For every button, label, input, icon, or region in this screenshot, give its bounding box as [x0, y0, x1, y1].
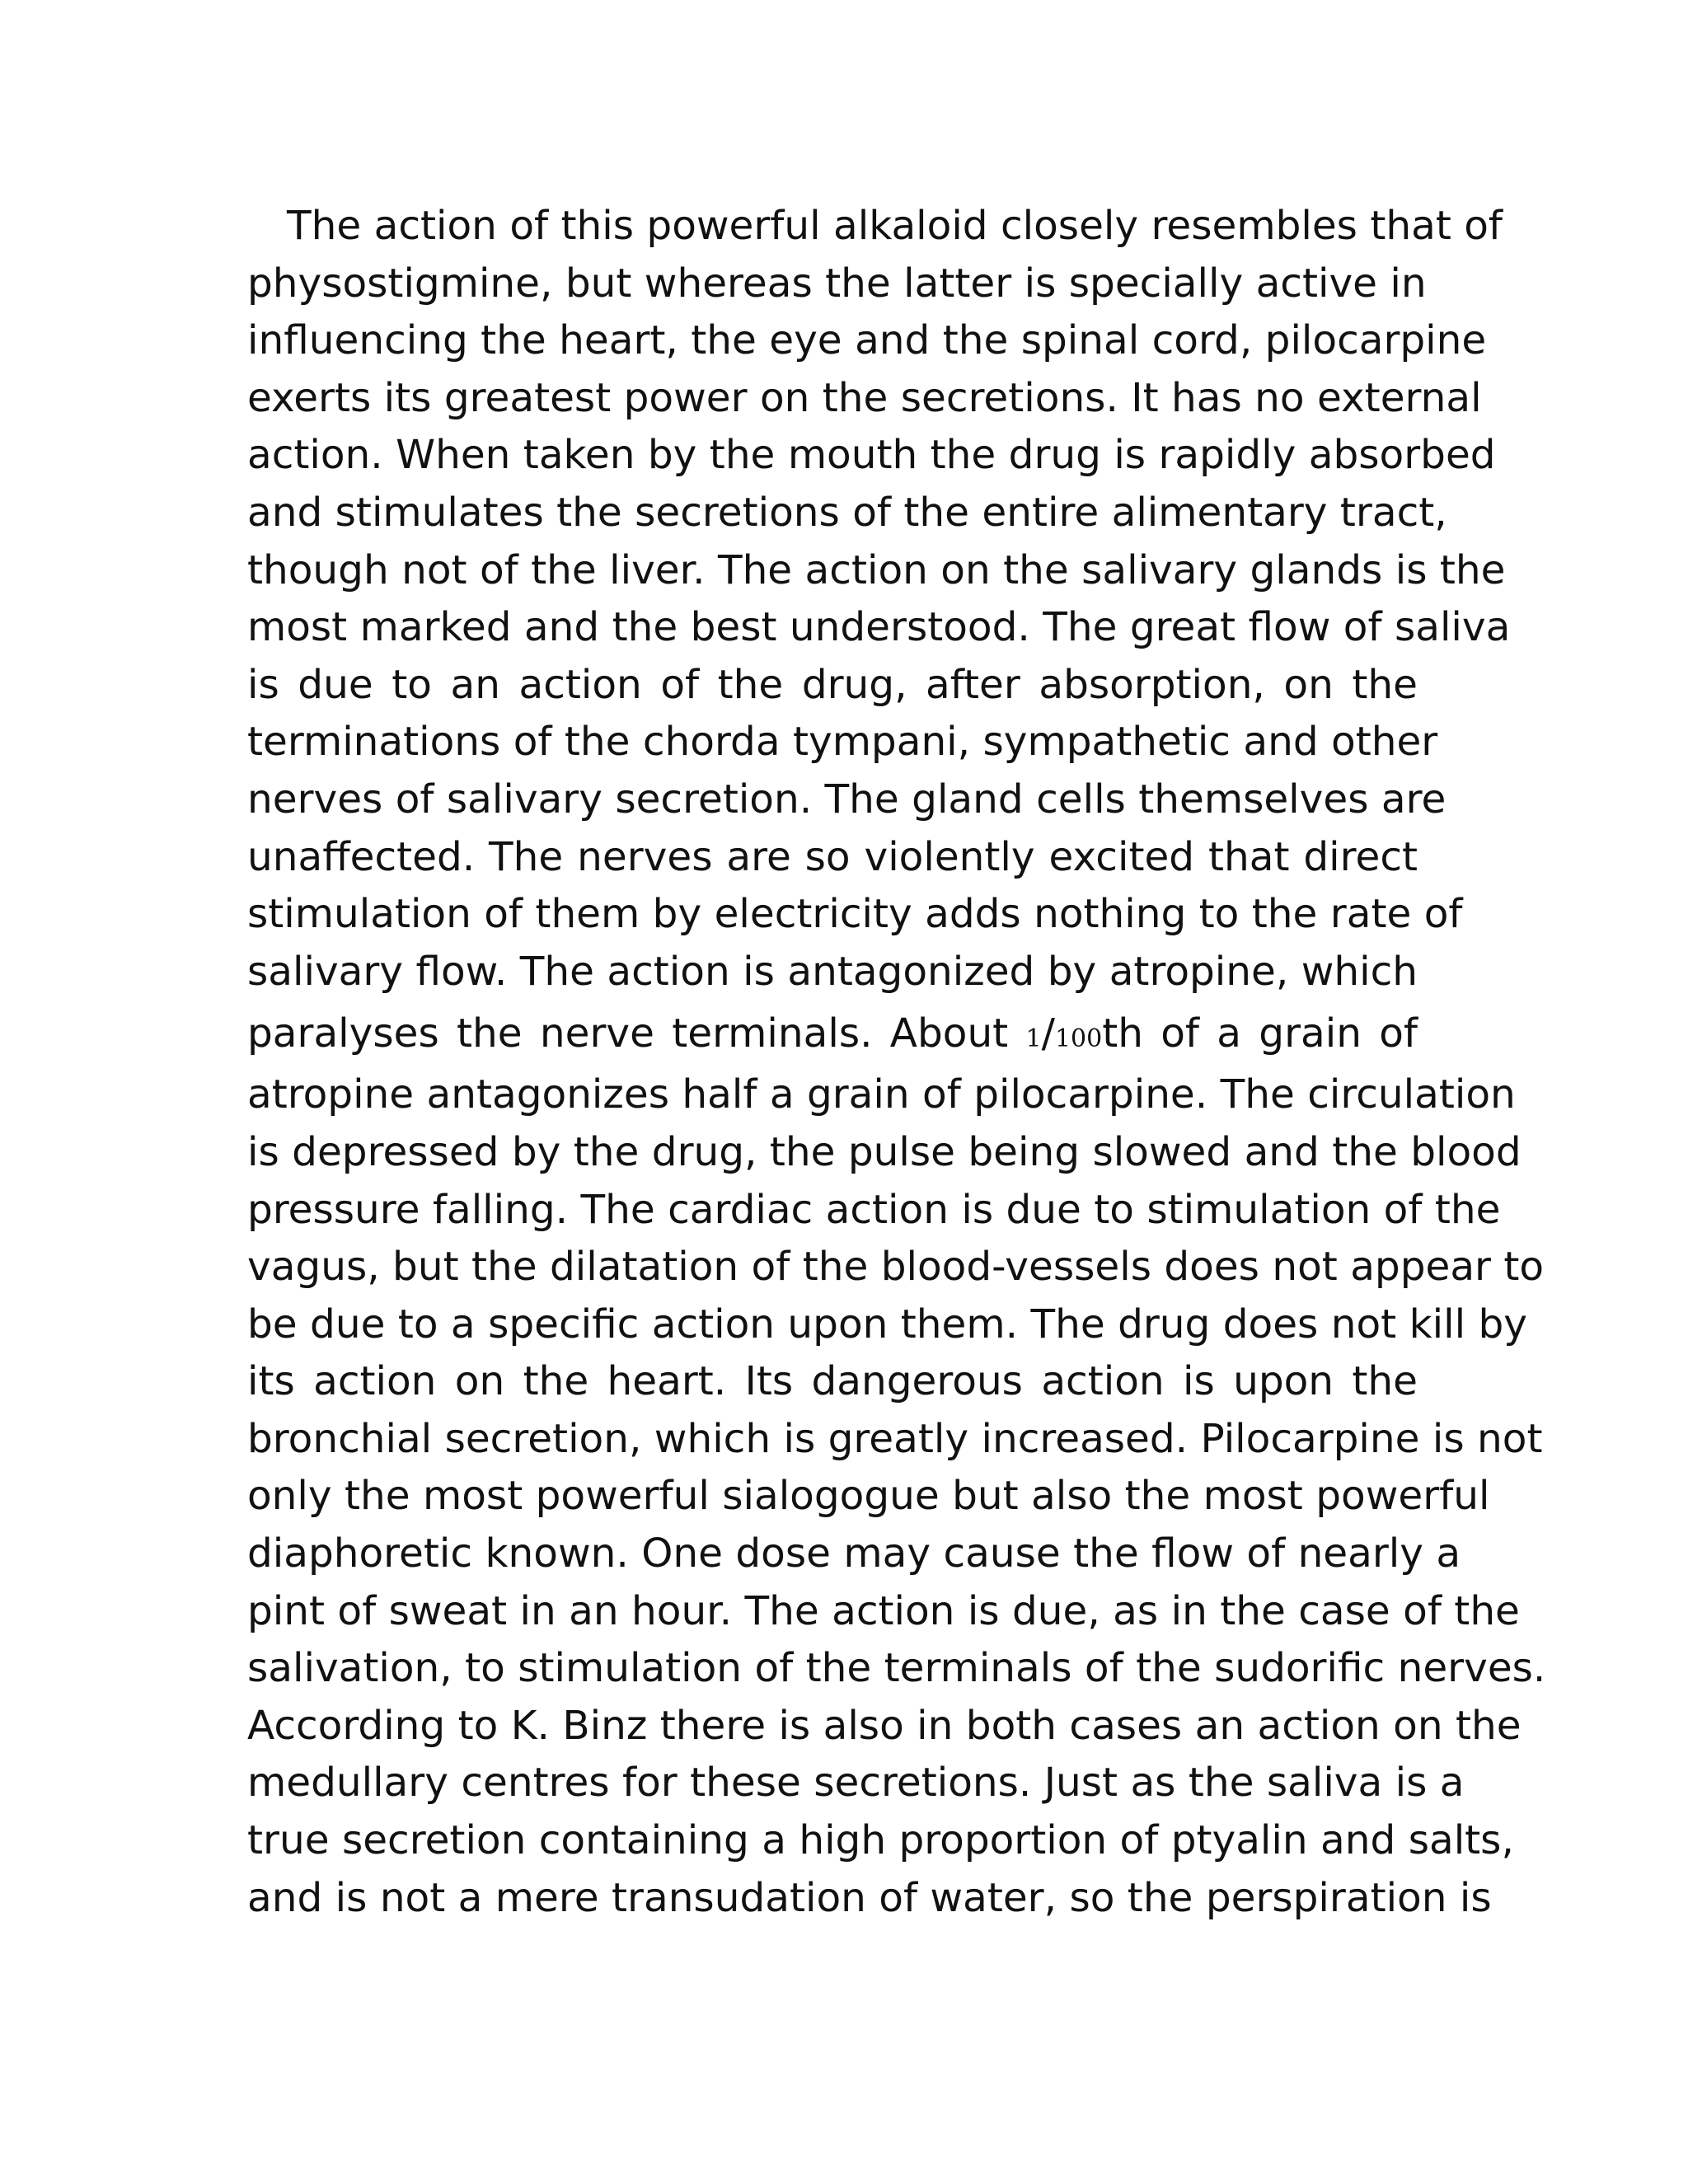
text-line: most marked and the best understood. The great flow of saliva — [247, 604, 1511, 651]
text-line: nerves of salivary secretion. The gland cells themselves are — [247, 776, 1447, 823]
text-line: is due to an action of the drug, after absorption, on the — [247, 661, 1418, 708]
fraction-numerator: 1 — [1025, 1024, 1042, 1054]
text-line: true secretion containing a high proportion of ptyalin and salts, — [247, 1817, 1514, 1864]
text-line: vagus, but the dilatation of the blood-vessels does not appear to — [247, 1244, 1545, 1291]
document-page — [247, 198, 1546, 1927]
text-line: bronchial secretion, which is greatly increased. Pilocarpine is not — [247, 1415, 1543, 1462]
text-line: unaffected. The nerves are so violently excited that direct — [247, 833, 1418, 880]
text-line: be due to a specific action upon them. The drug does not kill by — [247, 1301, 1527, 1347]
text-line: stimulation of them by electricity adds nothing to the rate of — [247, 891, 1463, 938]
text-line: pint of sweat in an hour. The action is due, as in the case of the — [247, 1587, 1520, 1634]
text-line: salivary flow. The action is antagonized by atropine, which — [247, 948, 1418, 995]
text-line: salivation, to stimulation of the terminals of the sudorific nerves. — [247, 1645, 1546, 1692]
text-line: is depressed by the drug, the pulse being slowed and the blood — [247, 1128, 1522, 1175]
text-line: physostigmine, but whereas the latter is specially active in — [247, 260, 1427, 307]
fraction-denominator: 100 — [1054, 1024, 1103, 1054]
text-line: and is not a mere transudation of water, so the perspiration is — [247, 1874, 1492, 1921]
text-line: atropine antagonizes half a grain of pilocarpine. The circulation — [247, 1071, 1516, 1118]
text-line: its action on the heart. Its dangerous action is upon the — [247, 1358, 1418, 1405]
fraction-line-after: th of a grain of — [1102, 1010, 1418, 1057]
text-line: influencing the heart, the eye and the spinal cord, pilocarpine — [247, 317, 1487, 364]
text-line: action. When taken by the mouth the drug is rapidly absorbed — [247, 432, 1496, 479]
fraction-slash: / — [1041, 1010, 1055, 1057]
text-line: diaphoretic known. One dose may cause the flow of nearly a — [247, 1530, 1461, 1577]
text-line: terminations of the chorda tympani, sympathetic and other — [247, 719, 1438, 766]
fraction-line-before: paralyses the nerve terminals. About — [247, 1010, 1026, 1057]
text-line: medullary centres for these secretions. Just as the saliva is a — [247, 1760, 1465, 1807]
text-line: According to K. Binz there is also in both cases an action on the — [247, 1702, 1522, 1749]
text-line: and stimulates the secretions of the entire alimentary tract, — [247, 489, 1447, 536]
text-line: The action of this powerful alkaloid closely resembles that of — [287, 203, 1503, 249]
text-line-with-fraction — [247, 1001, 1418, 1066]
text-line: only the most powerful sialogogue but also the most powerful — [247, 1473, 1490, 1520]
text-line: exerts its greatest power on the secretions. It has no external — [247, 374, 1482, 421]
text-line: pressure falling. The cardiac action is due to stimulation of the — [247, 1186, 1501, 1233]
text-line: though not of the liver. The action on the salivary glands is the — [247, 546, 1506, 593]
